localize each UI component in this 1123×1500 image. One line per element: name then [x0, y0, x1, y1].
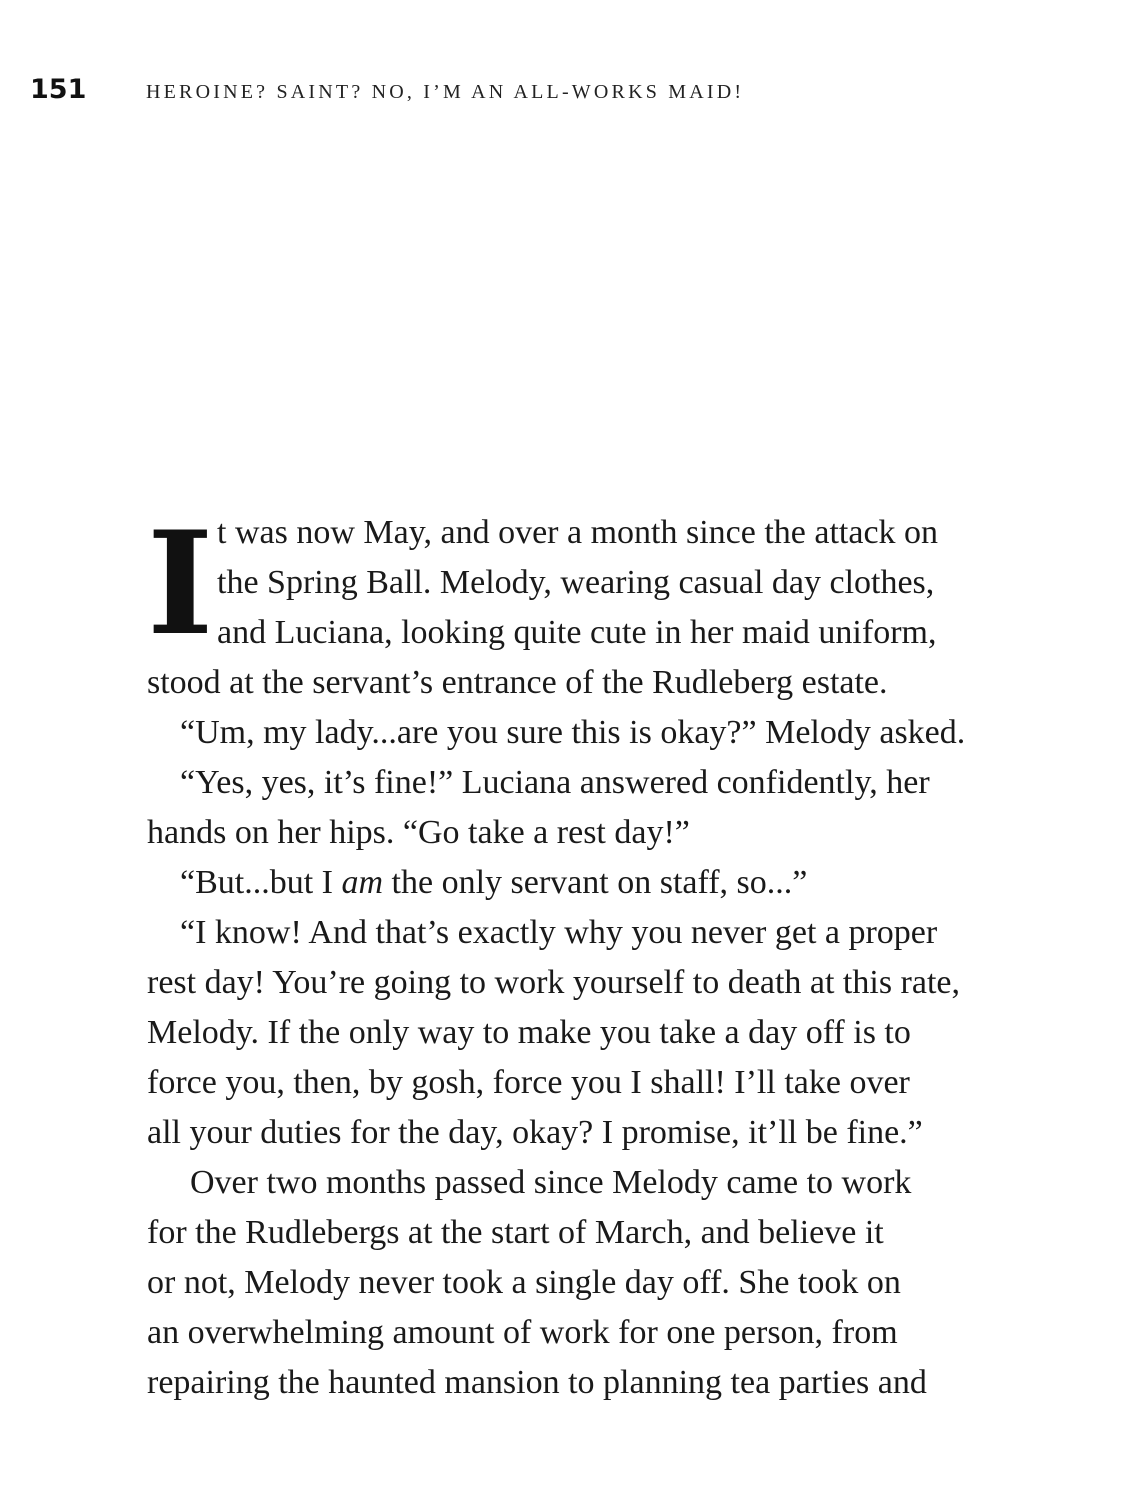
- text-line: hands on her hips. “Go take a rest day!”: [147, 814, 690, 851]
- text-fragment: “But...but I: [180, 864, 342, 901]
- text-fragment: the only servant on staff, so...”: [383, 864, 808, 901]
- text-line: Melody. If the only way to make you take a day off is to: [147, 1014, 911, 1051]
- text-line: for the Rudlebergs at the start of March, and believe it: [147, 1214, 884, 1251]
- text-line: rest day! You’re going to work yourself to death at this rate,: [147, 964, 960, 1001]
- opening-paragraph: [147, 501, 947, 708]
- text-line: [147, 858, 947, 908]
- text-line: and Luciana, looking quite cute in her maid uniform,: [217, 614, 937, 651]
- text-line: repairing the haunted mansion to planning tea parties and: [147, 1364, 927, 1401]
- text-line: an overwhelming amount of work for one person, from: [147, 1314, 898, 1351]
- drop-cap: I: [147, 501, 214, 667]
- text-line: force you, then, by gosh, force you I shall! I’ll take over: [147, 1064, 910, 1101]
- text-line: stood at the servant’s entrance of the Rudleberg estate.: [147, 664, 888, 701]
- text-line: “Yes, yes, it’s fine!” Luciana answered confidently, her: [180, 764, 930, 801]
- text-line: “I know! And that’s exactly why you never get a proper: [180, 914, 938, 951]
- text-line: all your duties for the day, okay? I promise, it’ll be fine.”: [147, 1114, 923, 1151]
- text-line: “Um, my lady...are you sure this is okay?” Melody asked.: [180, 714, 966, 751]
- text-line: or not, Melody never took a single day off. She took on: [147, 1264, 901, 1301]
- running-title: HEROINE? SAINT? NO, I’M AN ALL-WORKS MAID!: [146, 81, 745, 103]
- emphasis-text: am: [341, 864, 384, 901]
- body-text: [147, 501, 966, 1408]
- text-line: the Spring Ball. Melody, wearing casual day clothes,: [217, 564, 935, 601]
- running-header: [30, 74, 744, 105]
- page-number: 151: [30, 74, 87, 105]
- text-line: t was now May, and over a month since the attack on: [217, 514, 939, 551]
- text-line: Over two months passed since Melody came to work: [190, 1164, 912, 1201]
